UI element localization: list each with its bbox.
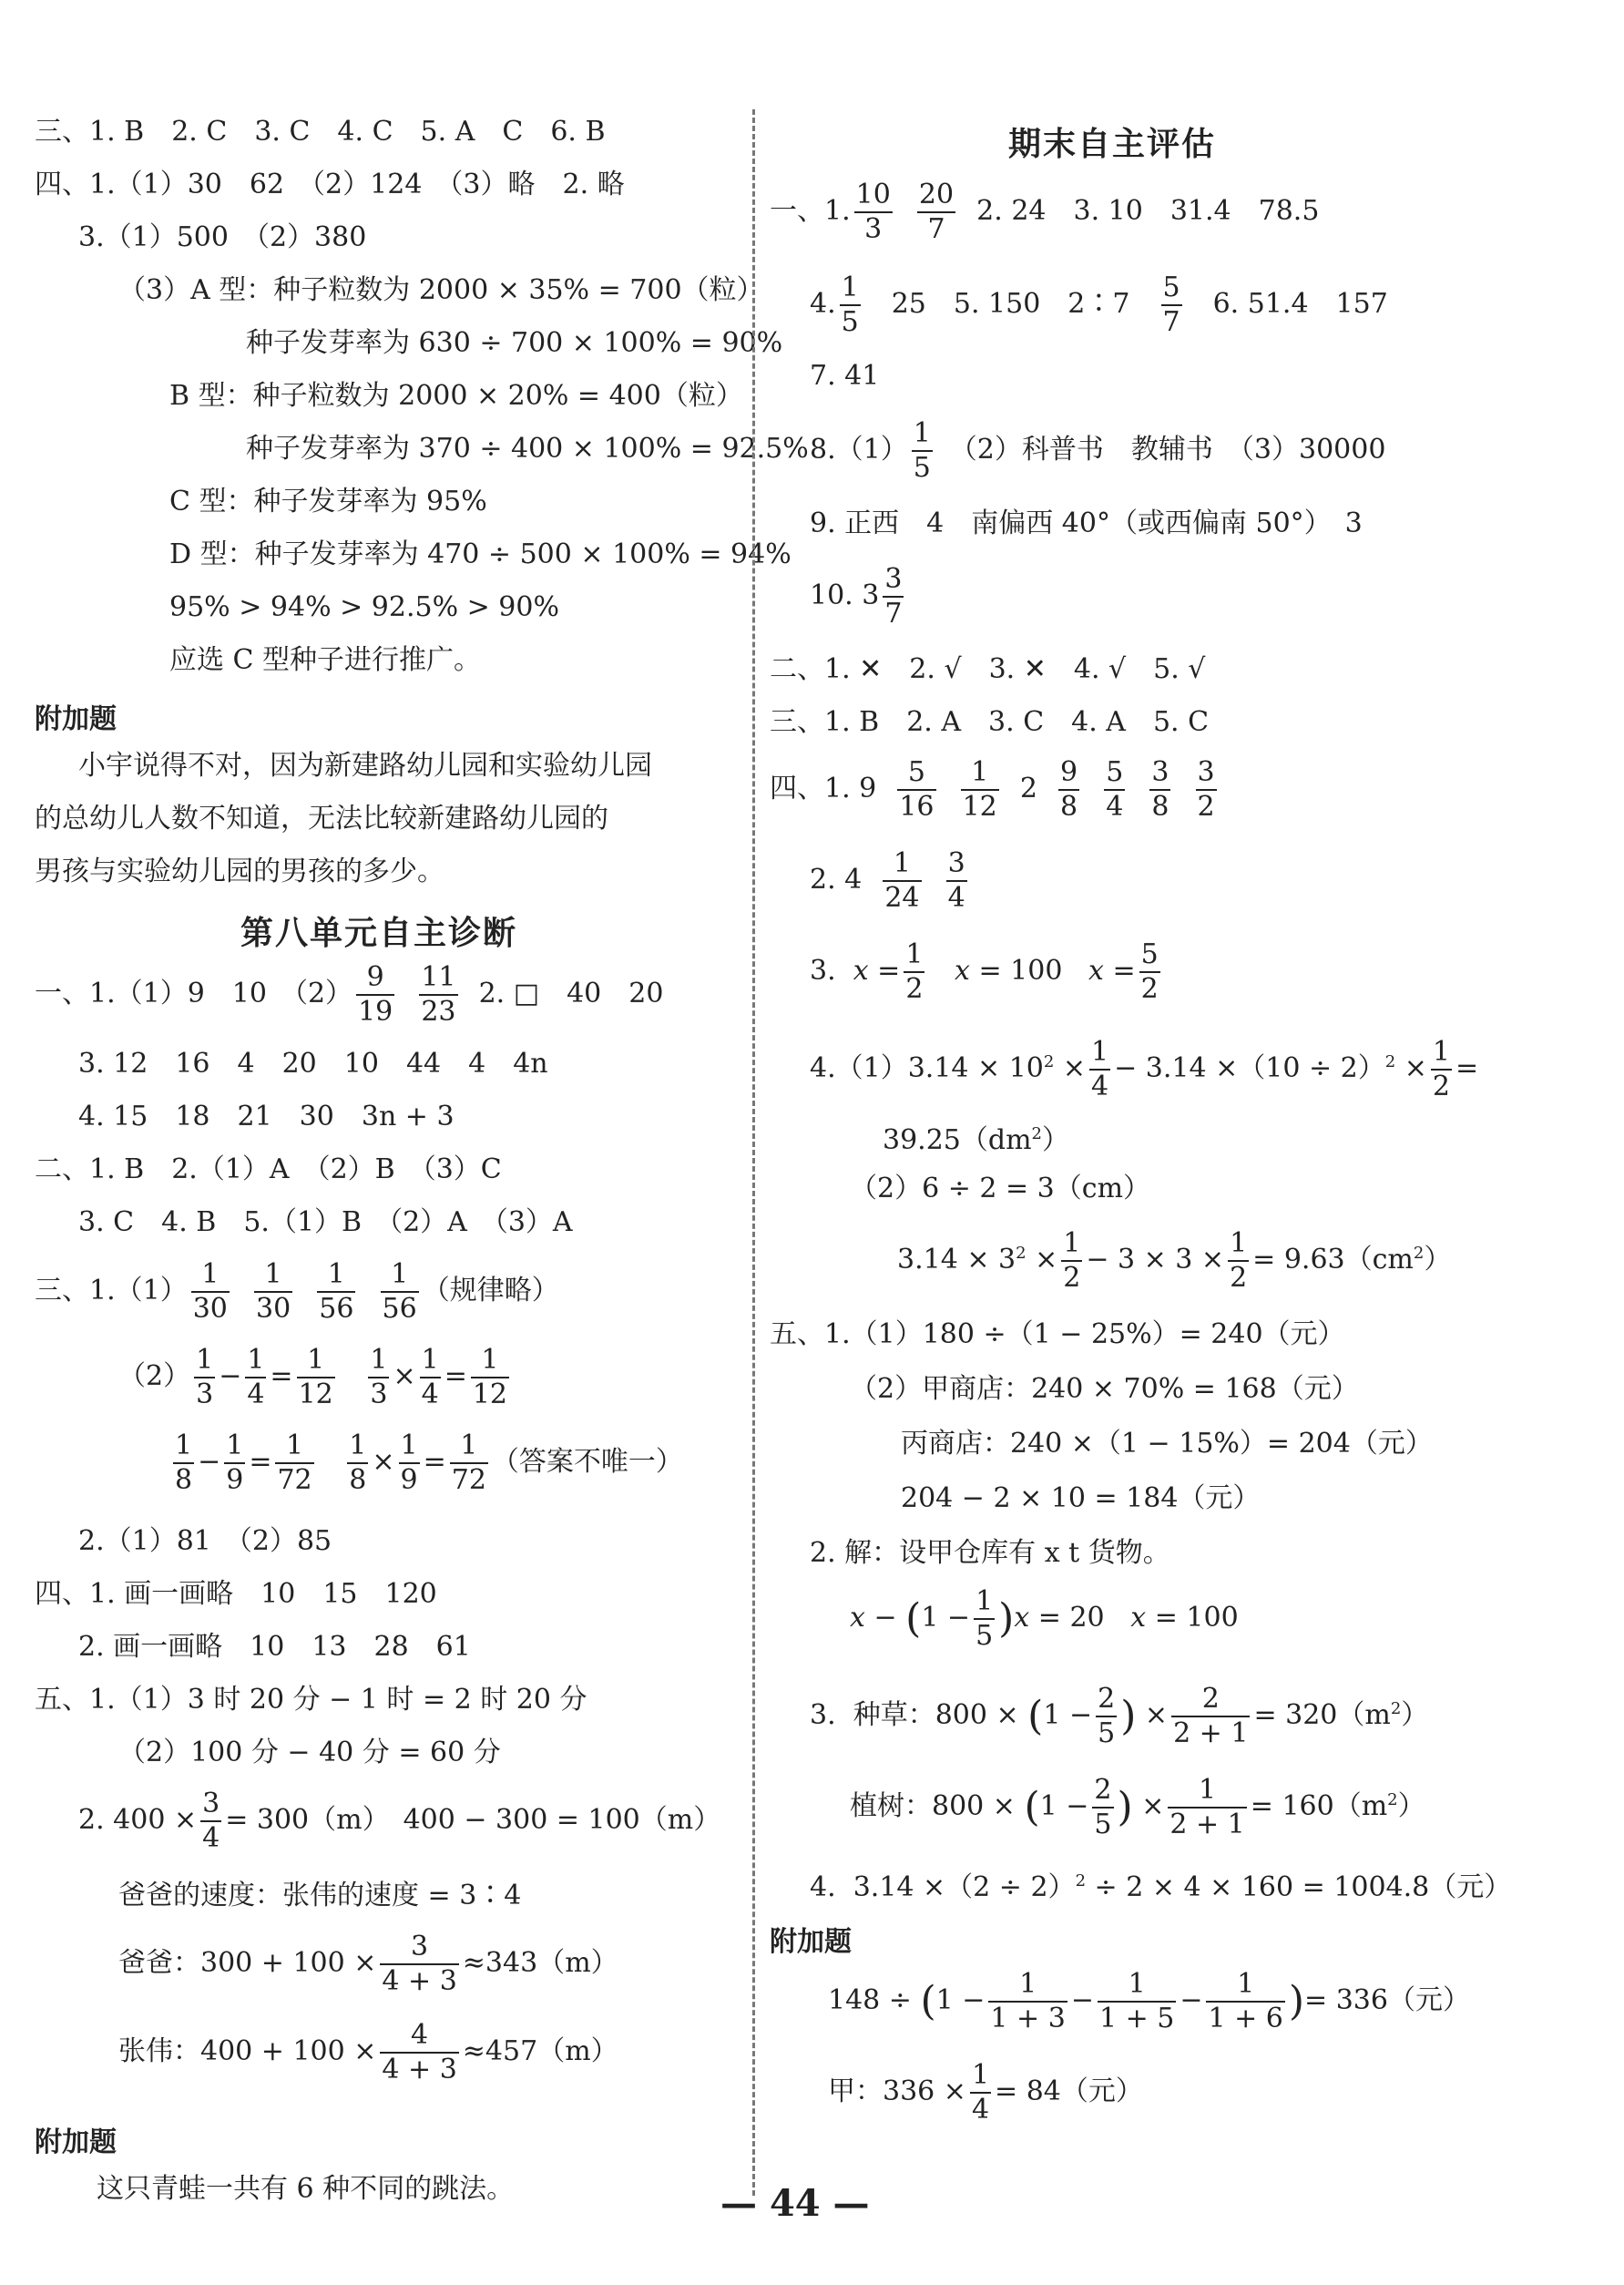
final-fraction: $\frac{9}{8}$ <box>1060 756 1078 823</box>
u7-q3-a1: （3）A 型：种子粒数为 2000 × 35% = 700（粒） <box>118 274 764 306</box>
final-s5-q4: 4. $3.14 \times(2 \div 2)^2 \div 2 \times 4 \times 160 = 1004.8$（元） <box>810 1871 1512 1903</box>
u8-s1-q1 <box>35 962 663 1026</box>
bonus-heading: 附加题 <box>35 703 117 735</box>
u8-fraction: $\frac{1}{30}$ <box>255 1258 291 1325</box>
u8-speed-ratio: 爸爸的速度：张伟的速度 = 3∶4 <box>118 1880 522 1911</box>
final-fraction: $\frac{20}{7}$ <box>918 179 955 245</box>
u7-q3-1: 3.（1）500 （2）380 <box>78 221 367 253</box>
column-divider <box>752 109 755 2196</box>
u8-fraction: $\frac{9}{19}$ <box>358 961 393 1028</box>
final-s4-q4-2: （2）6 ÷ 2 = 3（cm） <box>850 1173 1151 1204</box>
final-fraction: $\frac{3}{4}$ <box>947 847 965 914</box>
final-fraction: $\frac{1}{1 + 6}$ <box>1208 1968 1283 2034</box>
u8-s1-prefix: 一、1.（1）9 10 （2） <box>35 978 353 1009</box>
u7-q3-conclusion: 应选 C 型种子进行推广。 <box>169 644 482 676</box>
u8-s5-q1-2: （2）100 分 − 40 分 = 60 分 <box>118 1737 501 1768</box>
u7-q3-compare: 95% > 94% > 92.5% > 90% <box>169 591 559 623</box>
u7-q3-d: D 型：种子发芽率为 470 ÷ 500 × 100% = 94% <box>169 538 792 570</box>
final-s5-q2-eq: x − (1 − $\frac{1}{5}$ )x = 20 x = 100 <box>850 1585 1239 1652</box>
u8-s3-q1-3: $\frac{1}{8}$ − $\frac{1}{9}$ = $\frac{1}{72}$ $\frac{1}{8}$ × $\frac{1}{9}$ = $\frac{1}{72}$ （答案不唯一） <box>175 1429 683 1496</box>
final-fraction: $\frac{1}{2}$ <box>1230 1227 1248 1294</box>
u8-s5-q2: 2. 400 × $\frac{3}{4}$ = 300（m） 400 − 300 = 100（m） <box>78 1788 721 1854</box>
final-fraction: $\frac{2}{2 + 1}$ <box>1173 1683 1249 1749</box>
final-s1-q7: 7. 41 <box>810 360 880 392</box>
u8-fraction: $\frac{1}{12}$ <box>472 1344 508 1410</box>
u8-fraction: $\frac{1}{56}$ <box>319 1258 354 1325</box>
page-number: — 44 — <box>720 2182 870 2225</box>
u8-fraction: $\frac{1}{9}$ <box>400 1429 418 1496</box>
u7-section4: 四、1.（1）30 62 （2）124 （3）略 2. 略 <box>35 169 625 200</box>
final-fraction: $\frac{3}{7}$ <box>884 563 903 630</box>
final-s5-q2: 2. 解：设甲仓库有 x t 货物。 <box>810 1537 1170 1569</box>
final-s4-q3: 3. x = $\frac{1}{2}$ x = 100 x = $\frac{5}{2}$ <box>810 938 1159 1005</box>
u8-fraction: $\frac{3}{4}$ <box>202 1788 220 1854</box>
final-s5-q1-2: （2）甲商店：240 × 70% = 168（元） <box>850 1373 1359 1405</box>
final-fraction: $\frac{5}{16}$ <box>899 756 935 823</box>
u8-fraction: $\frac{4}{4 + 3}$ <box>382 2019 457 2085</box>
final-fraction: $\frac{1}{2 + 1}$ <box>1169 1774 1245 1840</box>
u8-s3-q1-2: （2） $\frac{1}{3}$ − $\frac{1}{4}$ = $\frac{1}{12}$ $\frac{1}{3}$ × $\frac{1}{4}$ = $\frac{1}{12}$ <box>118 1344 508 1410</box>
final-s4-q1: 四、1. 9 $\frac{5}{16}$ $\frac{1}{12}$ 2 $\frac{9}{8}$ $\frac{5}{4}$ $\frac{3}{8}$ $\frac{3}{2}$ <box>770 756 1215 823</box>
final-s5-q1-4: 204 − 2 × 10 = 184（元） <box>901 1482 1261 1514</box>
u7-q3-b1: B 型：种子粒数为 2000 × 20% = 400（粒） <box>169 380 743 412</box>
final-title: 期末自主评估 <box>1008 126 1217 163</box>
u8-fraction: $\frac{1}{72}$ <box>451 1429 486 1496</box>
u8-s3-q2: 2.（1）81 （2）85 <box>78 1525 332 1557</box>
final-s1-q1: 一、1. $\frac{10}{3}$ $\frac{20}{7}$ 2. 24 3. 10 31.4 78.5 <box>770 179 1320 245</box>
final-s1-q8: 8.（1） $\frac{1}{5}$ （2）科普书 教辅书 （3）30000 <box>810 417 1386 484</box>
final-fraction: $\frac{5}{7}$ <box>1162 272 1180 338</box>
u8-fraction: $\frac{11}{23}$ <box>421 961 456 1028</box>
final-fraction: $\frac{1}{24}$ <box>884 847 920 914</box>
u8-s3-q1: 三、1.（1） $\frac{1}{30}$ $\frac{1}{30}$ $\frac{1}{56}$ $\frac{1}{56}$ （规律略） <box>35 1258 559 1325</box>
final-fraction: $\frac{5}{2}$ <box>1140 938 1159 1005</box>
final-fraction: $\frac{1}{1 + 3}$ <box>990 1968 1066 2034</box>
u7-q3-b2: 种子发芽率为 370 ÷ 400 × 100% = 92.5% <box>246 433 809 465</box>
u7-q3-a2: 种子发芽率为 630 ÷ 700 × 100% = 90% <box>246 327 783 359</box>
u8-s1-q4: 4. 15 18 21 30 3n + 3 <box>78 1101 455 1132</box>
unit8-title: 第八单元自主诊断 <box>240 915 518 952</box>
final-s4-q4-3: $3.14 \times 3^2$ × $\frac{1}{2}$ − 3 × 3 × $\frac{1}{2}$ = $9.63(cm^2)$ <box>897 1227 1452 1294</box>
final-s5-q1-3: 丙商店：240 ×（1 − 15%）= 204（元） <box>901 1428 1433 1460</box>
u7-section3: 三、1. B 2. C 3. C 4. C 5. A C 6. B <box>35 116 606 148</box>
final-fraction: $\frac{1}{2}$ <box>1063 1227 1081 1294</box>
final-fraction: $\frac{2}{5}$ <box>1098 1683 1116 1749</box>
final-s5-q3-grass: 3. 种草：800 × (1 − $\frac{2}{5}$ ) × $\frac{2}{2 + 1}$ = $320(m^2)$ <box>810 1683 1429 1749</box>
final-fraction: $\frac{1}{4}$ <box>971 2059 990 2126</box>
final-fraction: $\frac{1}{2}$ <box>905 938 924 1005</box>
final-fraction: $\frac{1}{5}$ <box>913 417 931 484</box>
final-fraction: $\frac{1}{1 + 5}$ <box>1098 1968 1175 2034</box>
u8-fraction: $\frac{1}{3}$ <box>196 1344 214 1410</box>
final-bonus-jia: 甲：336 × $\frac{1}{4}$ = 84（元） <box>828 2059 1143 2126</box>
final-s2: 二、1. ✕ 2. √ 3. ✕ 4. √ 5. √ <box>770 653 1206 685</box>
final-fraction: $\frac{1}{4}$ <box>1091 1036 1109 1102</box>
final-fraction: $\frac{3}{8}$ <box>1151 756 1169 823</box>
final-s1-q10: 10. 3 $\frac{3}{7}$ <box>810 563 903 630</box>
final-fraction: $\frac{1}{5}$ <box>841 272 859 338</box>
u8-s1-tail: 2. □ 40 20 <box>478 978 664 1009</box>
final-s5-q1: 五、1.（1）180 ÷（1 − 25%）= 240（元） <box>770 1318 1345 1350</box>
u8-fraction: $\frac{1}{4}$ <box>247 1344 265 1410</box>
u8-fraction: $\frac{1}{30}$ <box>192 1258 228 1325</box>
u8-bonus: 这只青蛙一共有 6 种不同的跳法。 <box>97 2173 515 2205</box>
u8-s2-line2: 3. C 4. B 5.（1）B （2）A （3）A <box>78 1206 573 1238</box>
u8-fraction: $\frac{1}{56}$ <box>382 1258 417 1325</box>
final-s4-q4: $4.(1)3.14 \times 10^2$ × $\frac{1}{4}$ − $3.14 \times(10 \div 2)^2$ × $\frac{1}{2}$ = <box>810 1036 1479 1102</box>
final-fraction: $\frac{3}{2}$ <box>1197 756 1215 823</box>
bonus-heading: 附加题 <box>770 1926 852 1958</box>
u8-s5-q1: 五、1.（1）3 时 20 分 − 1 时 = 2 时 20 分 <box>35 1684 587 1716</box>
u7-bonus-2: 的总幼儿人数不知道，无法比较新建路幼儿园的 <box>35 803 608 835</box>
final-s4-q4-result: $39.25(dm^2)$ <box>883 1124 1069 1156</box>
final-s4-q2: 2. 4 $\frac{1}{24}$ $\frac{3}{4}$ <box>810 847 965 914</box>
u8-fraction: $\frac{1}{12}$ <box>298 1344 333 1410</box>
final-s5-q3-tree: 植树：800 × (1 − $\frac{2}{5}$ ) × $\frac{1}{2 + 1}$ = $160(m^2)$ <box>850 1774 1425 1840</box>
u7-bonus-1: 小宇说得不对，因为新建路幼儿园和实验幼儿园 <box>78 750 652 782</box>
u8-fraction: $\frac{1}{4}$ <box>421 1344 439 1410</box>
u8-fraction: $\frac{1}{9}$ <box>226 1429 244 1496</box>
u7-q3-c: C 型：种子发芽率为 95% <box>169 486 487 517</box>
u8-dad-distance: 爸爸：300 + 100 × $\frac{3}{4 + 3}$ ≈343（m） <box>118 1931 618 1997</box>
final-fraction: $\frac{5}{4}$ <box>1106 756 1124 823</box>
final-fraction: $\frac{10}{3}$ <box>855 179 891 245</box>
u8-fraction: $\frac{1}{8}$ <box>349 1429 367 1496</box>
final-fraction: $\frac{1}{12}$ <box>962 756 997 823</box>
u8-s4-q2: 2. 画一画略 10 13 28 61 <box>78 1631 471 1663</box>
u8-s2-line1: 二、1. B 2.（1）A （2）B （3）C <box>35 1153 502 1185</box>
final-fraction: $\frac{1}{5}$ <box>975 1585 994 1652</box>
final-fraction: $\frac{1}{2}$ <box>1432 1036 1450 1102</box>
u8-fraction: $\frac{1}{72}$ <box>277 1429 312 1496</box>
final-s1-q9: 9. 正西 4 南偏西 40°（或西偏南 50°） 3 <box>810 507 1363 539</box>
u8-fraction: $\frac{1}{3}$ <box>370 1344 388 1410</box>
u8-s1-q3: 3. 12 16 4 20 10 44 4 4n <box>78 1048 548 1080</box>
final-s1-q4: 4. $\frac{1}{5}$ 25 5. 150 2∶7 $\frac{5}{7}$ 6. 51.4 157 <box>810 272 1388 338</box>
u8-s4-q1: 四、1. 画一画略 10 15 120 <box>35 1578 437 1610</box>
u8-fraction: $\frac{3}{4 + 3}$ <box>382 1931 457 1997</box>
u8-zhang-distance: 张伟：400 + 100 × $\frac{4}{4 + 3}$ ≈457（m） <box>118 2019 618 2085</box>
final-s3: 三、1. B 2. A 3. C 4. A 5. C <box>770 706 1210 738</box>
bonus-heading: 附加题 <box>35 2126 117 2158</box>
final-fraction: $\frac{2}{5}$ <box>1094 1774 1112 1840</box>
final-bonus-eq: 148 ÷ (1 − $\frac{1}{1 + 3}$ − $\frac{1}{1 + 5}$ − $\frac{1}{1 + 6}$ )= 336（元） <box>828 1968 1470 2034</box>
u7-bonus-3: 男孩与实验幼儿园的男孩的多少。 <box>35 856 444 887</box>
u8-fraction: $\frac{1}{8}$ <box>175 1429 193 1496</box>
